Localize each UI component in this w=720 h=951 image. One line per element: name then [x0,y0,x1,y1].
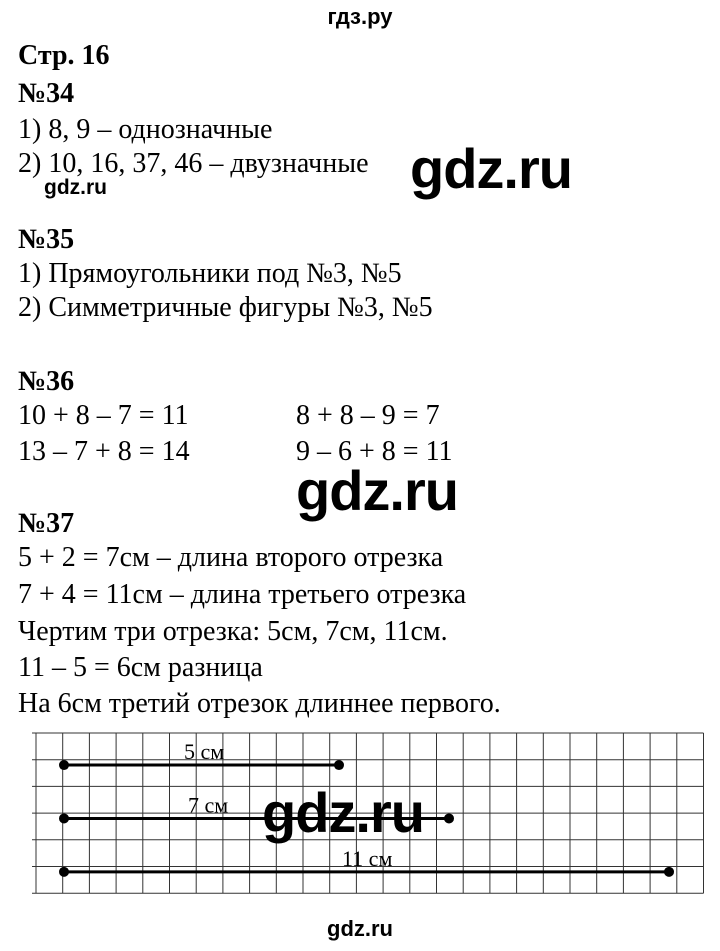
task-34-line-2: 2) 10, 16, 37, 46 – двузначные [18,148,369,179]
task-37-line-1: 5 + 2 = 7см – длина второго отрезка [18,542,444,573]
segment-label: 11 см [342,845,393,871]
task-37-line-4: 11 – 5 = 6см разница [18,652,263,683]
task-37-number: №37 [18,508,75,539]
task-35-line-1: 1) Прямоугольники под №3, №5 [18,258,402,289]
segment-endpoint [59,813,69,823]
task-35-number: №35 [18,224,75,255]
segment-endpoint [444,813,454,823]
equation: 13 – 7 + 8 = 14 [18,436,190,467]
task-34-number: №34 [18,78,75,109]
page-label: Стр. 16 [18,40,110,71]
task-35-line-2: 2) Симметричные фигуры №3, №5 [18,292,433,323]
watermark-small: gdz.ru [44,176,107,199]
watermark: gdz.ru [410,137,572,200]
task-36-number: №36 [18,366,75,397]
equation: 10 + 8 – 7 = 11 [18,400,189,431]
task-34-line-1: 1) 8, 9 – однозначные [18,114,273,145]
task-37-line-2: 7 + 4 = 11см – длина третьего отрезка [18,579,467,610]
task-37-line-3: Чертим три отрезка: 5см, 7см, 11см. [18,616,448,647]
segment-label: 5 см [184,739,225,765]
segment-endpoint [59,760,69,770]
watermark: gdz.ru [262,781,424,844]
site-footer: gdz.ru [327,916,393,941]
equation: 8 + 8 – 9 = 7 [296,400,440,431]
equation: 9 – 6 + 8 = 11 [296,436,453,467]
watermark: gdz.ru [296,459,458,522]
site-header: гдз.ру [327,4,393,29]
segment-endpoint [664,867,674,877]
segment-endpoint [59,867,69,877]
task-37-line-5: На 6см третий отрезок длиннее первого. [18,688,501,719]
segment-label: 7 см [188,792,229,818]
segment-endpoint [334,760,344,770]
